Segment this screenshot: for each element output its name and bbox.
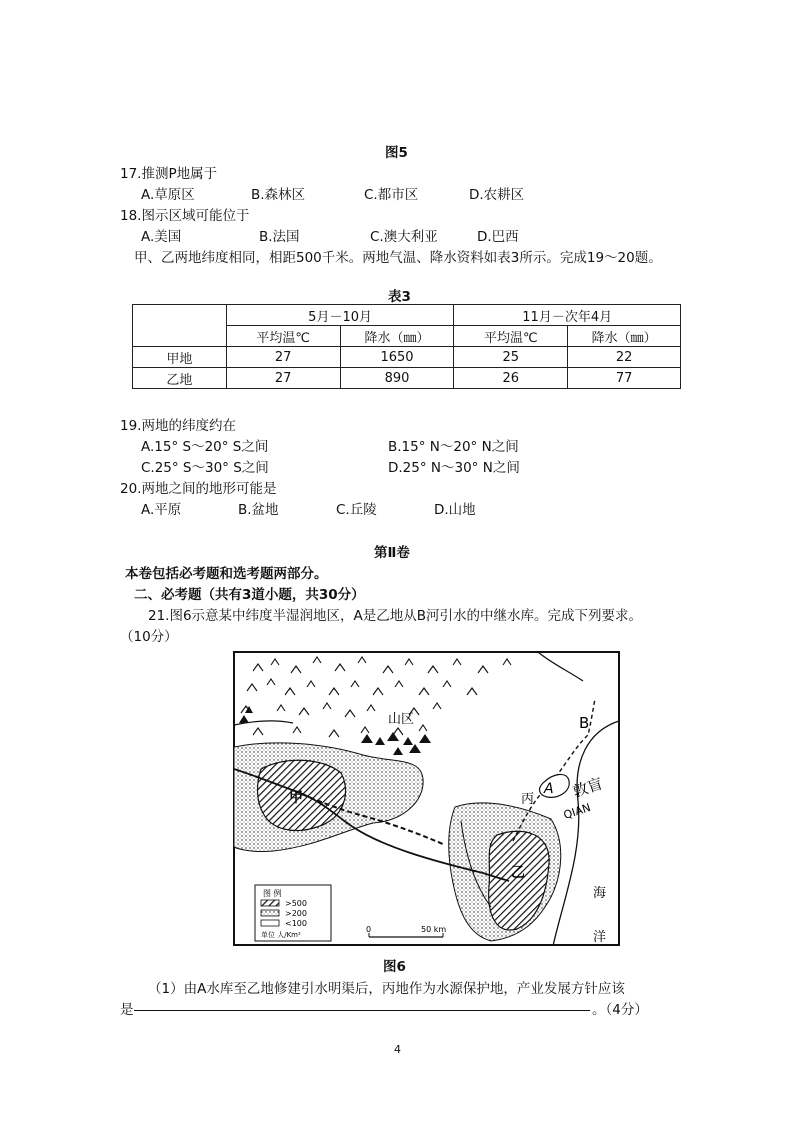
map-legend [255, 885, 331, 941]
table-cell: 22 [568, 347, 681, 368]
table-period-2: 11月－次年4月 [454, 305, 681, 326]
question-21-sub-1-suffix: 。（4分） [592, 1002, 648, 1018]
table-3-caption: 表3 [388, 289, 411, 305]
scale-end: 50 km [421, 925, 447, 934]
question-17-option-c: C.都市区 [364, 187, 419, 203]
table-row [133, 347, 681, 368]
question-20-option-c: C.丘陵 [336, 502, 377, 518]
question-18-option-b: B.法国 [259, 229, 300, 245]
table-cell: 890 [340, 368, 454, 389]
question-19-stem: 19.两地的纬度约在 [120, 418, 236, 434]
figure-5-caption: 图5 [385, 145, 408, 161]
table-row [133, 368, 681, 389]
river-b-label: B [579, 714, 590, 732]
question-19-option-a: A.15° S～20° S之间 [141, 439, 269, 455]
question-17-option-d: D.农耕区 [469, 187, 525, 203]
table-cell: 27 [226, 368, 340, 389]
legend-unit: 单位 人/Km² [261, 931, 301, 939]
intro-19-20: 甲、乙两地纬度相同，相距500千米。两地气温、降水资料如表3所示。完成19～20题。 [134, 250, 662, 266]
question-19-option-d: D.25° N～30° N之间 [388, 460, 520, 476]
city-label: 敦盲 [570, 774, 605, 801]
question-18-option-c: C.澳大利亚 [370, 229, 438, 245]
answer-blank[interactable] [134, 1010, 590, 1011]
question-21-sub-1-prefix: 是 [120, 1002, 134, 1018]
question-20-stem: 20.两地之间的地形可能是 [120, 481, 277, 497]
question-21-points: （10分） [120, 629, 178, 645]
bing-label: 丙 [521, 792, 535, 807]
legend-item: >500 [285, 899, 307, 908]
table-header-temp-2: 平均温℃ [454, 326, 568, 347]
question-17-stem: 17.推测P地属于 [120, 166, 218, 182]
sea-label-2: 洋 [593, 930, 607, 945]
question-21-sub-1: （1）由A水库至乙地修建引水明渠后，丙地作为水源保护地，产业发展方针应该 [148, 981, 625, 997]
jia-label: 甲 [289, 790, 303, 806]
question-17-option-a: A.草原区 [141, 187, 195, 203]
section-required-title: 二、必考题（共有3道小题，共30分） [134, 587, 365, 603]
table-cell: 1650 [340, 347, 454, 368]
question-20-option-d: D.山地 [434, 502, 476, 518]
city-pinyin-label: QIAN [561, 800, 593, 822]
table-cell: 27 [226, 347, 340, 368]
table-header-temp-1: 平均温℃ [226, 326, 340, 347]
reservoir-a-label: A [544, 781, 554, 797]
table-corner-cell [133, 305, 227, 347]
sea-label-1: 海 [593, 886, 607, 901]
table-header-precip-1: 降水（㎜） [340, 326, 454, 347]
question-20-option-b: B.盆地 [238, 502, 279, 518]
legend-item: <100 [285, 919, 307, 928]
question-18-option-d: D.巴西 [477, 229, 519, 245]
table-cell-place: 甲地 [133, 347, 227, 368]
figure-6-map [233, 651, 620, 946]
part-2-intro: 本卷包括必考题和选考题两部分。 [125, 566, 328, 582]
legend-item: >200 [285, 909, 307, 918]
part-2-title: 第Ⅱ卷 [374, 545, 410, 561]
mountain-area-label: 山区 [388, 712, 415, 727]
question-19-option-b: B.15° N～20° N之间 [388, 439, 519, 455]
table-period-1: 5月－10月 [226, 305, 454, 326]
yi-label: 乙 [511, 865, 525, 881]
page-number: 4 [394, 1043, 401, 1056]
question-17-option-b: B.森林区 [251, 187, 306, 203]
climate-table [132, 304, 681, 389]
table-cell: 77 [568, 368, 681, 389]
table-cell-place: 乙地 [133, 368, 227, 389]
question-21-stem: 21.图6示意某中纬度半湿润地区，A是乙地从B河引水的中继水库。完成下列要求。 [148, 608, 643, 624]
question-19-option-c: C.25° S～30° S之间 [141, 460, 269, 476]
figure-6-caption: 图6 [383, 959, 406, 975]
question-18-stem: 18.图示区域可能位于 [120, 208, 250, 224]
table-header-precip-2: 降水（㎜） [568, 326, 681, 347]
table-cell: 25 [454, 347, 568, 368]
question-20-option-a: A.平原 [141, 502, 182, 518]
legend-title: 图 例 [263, 889, 282, 898]
table-cell: 26 [454, 368, 568, 389]
question-18-option-a: A.美国 [141, 229, 182, 245]
scale-zero: 0 [366, 925, 372, 934]
